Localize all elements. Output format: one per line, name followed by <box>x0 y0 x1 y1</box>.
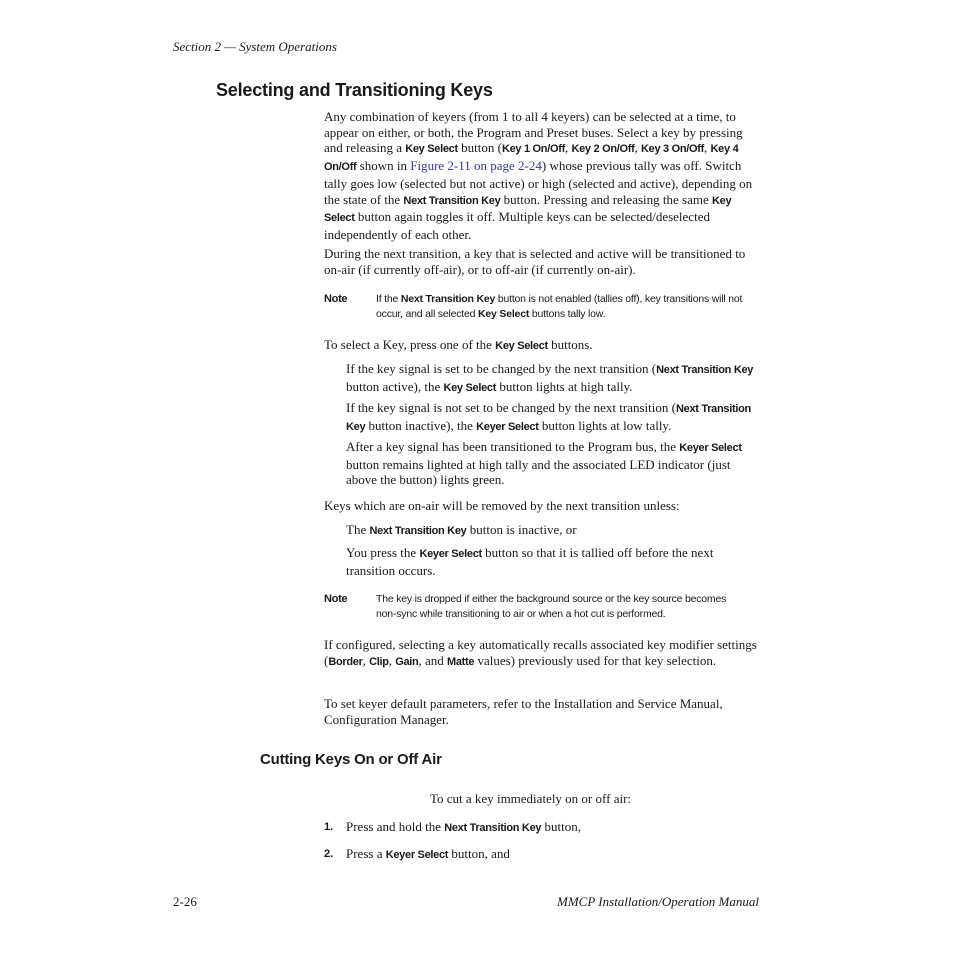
paragraph-on-air-keys: Keys which are on-air will be removed by the next transition unless: <box>324 498 680 513</box>
note-text: If the Next Transition Key button is not enabled (tallies off), key transitions will not occur, and all selected Key Select buttons tally low. <box>376 293 743 320</box>
step-text: Press a Keyer Select button, and <box>346 846 510 861</box>
running-header: Section 2 — System Operations <box>173 39 337 54</box>
note-text: The key is dropped if either the background source or the key source becomes non-sync while transitioning to air or when a hot cut is performed. <box>376 593 727 620</box>
indented-item: After a key signal has been transitioned to the Program bus, the Keyer Select button remains lighted at high tally and the associated LED indicator (just above the button) lights green. <box>346 439 742 488</box>
step-number: 2. <box>324 848 334 860</box>
section-title: Selecting and Transitioning Keys <box>216 80 493 100</box>
indented-item: The Next Transition Key button is inactive, or <box>346 522 577 537</box>
note-label: Note <box>324 593 348 605</box>
indented-item: You press the Keyer Select button so that it is tallied off before the next transition occurs. <box>346 545 714 578</box>
paragraph-cut-intro: To cut a key immediately on or off air: <box>430 791 632 806</box>
figure-link[interactable]: Figure 2-11 on page 2-24 <box>410 158 542 174</box>
indented-item: If the key signal is set to be changed by the next transition (Next Transition Key button active), the Key Select button lights at high tally. <box>346 361 754 394</box>
note-label: Note <box>324 293 348 305</box>
paragraph-next-transition: During the next transition, a key that is selected and active will be transitioned to on-air (if currently off-air), or to off-air (if currently on-air). <box>324 246 746 277</box>
manual-title: MMCP Installation/Operation Manual <box>557 894 759 909</box>
page-number: 2-26 <box>173 894 197 909</box>
paragraph-select-key: To select a Key, press one of the Key Select buttons. <box>324 337 593 352</box>
step-text: Press and hold the Next Transition Key button, <box>346 819 581 834</box>
indented-item: If the key signal is not set to be changed by the next transition (Next Transition Key button inactive), the Keyer Select button lights at low tally. <box>346 400 751 433</box>
subsection-title: Cutting Keys On or Off Air <box>260 751 442 768</box>
paragraph-defaults: To set keyer default parameters, refer to the Installation and Service Manual, Configuration Manager. <box>324 696 723 727</box>
paragraph-key-selection: Any combination of keyers (from 1 to all 4 keyers) can be selected at a time, to appear on either, or both, the Program and Preset buses. Select a key by pressing and releasing a Key Select button (Key 1 On/Off, Key 2 On/Off, Key 3 On/Off, Key 4 On/Off shown in Figure 2-11 on page 2-24) whose previous tally was off. Switch tally goes low (selected but not active) or high (selected and active), depending on the state of the Next Transition Key button. Pressing and releasing the same Key Select button again toggles it off. Multiple keys can be selected/deselected independently of each other. <box>324 109 753 242</box>
step-number: 1. <box>324 821 334 833</box>
paragraph-key-modifiers: If configured, selecting a key automatically recalls associated key modifier settings (Border, Clip, Gain, and Matte values) previously used for that key selection. <box>324 637 757 668</box>
